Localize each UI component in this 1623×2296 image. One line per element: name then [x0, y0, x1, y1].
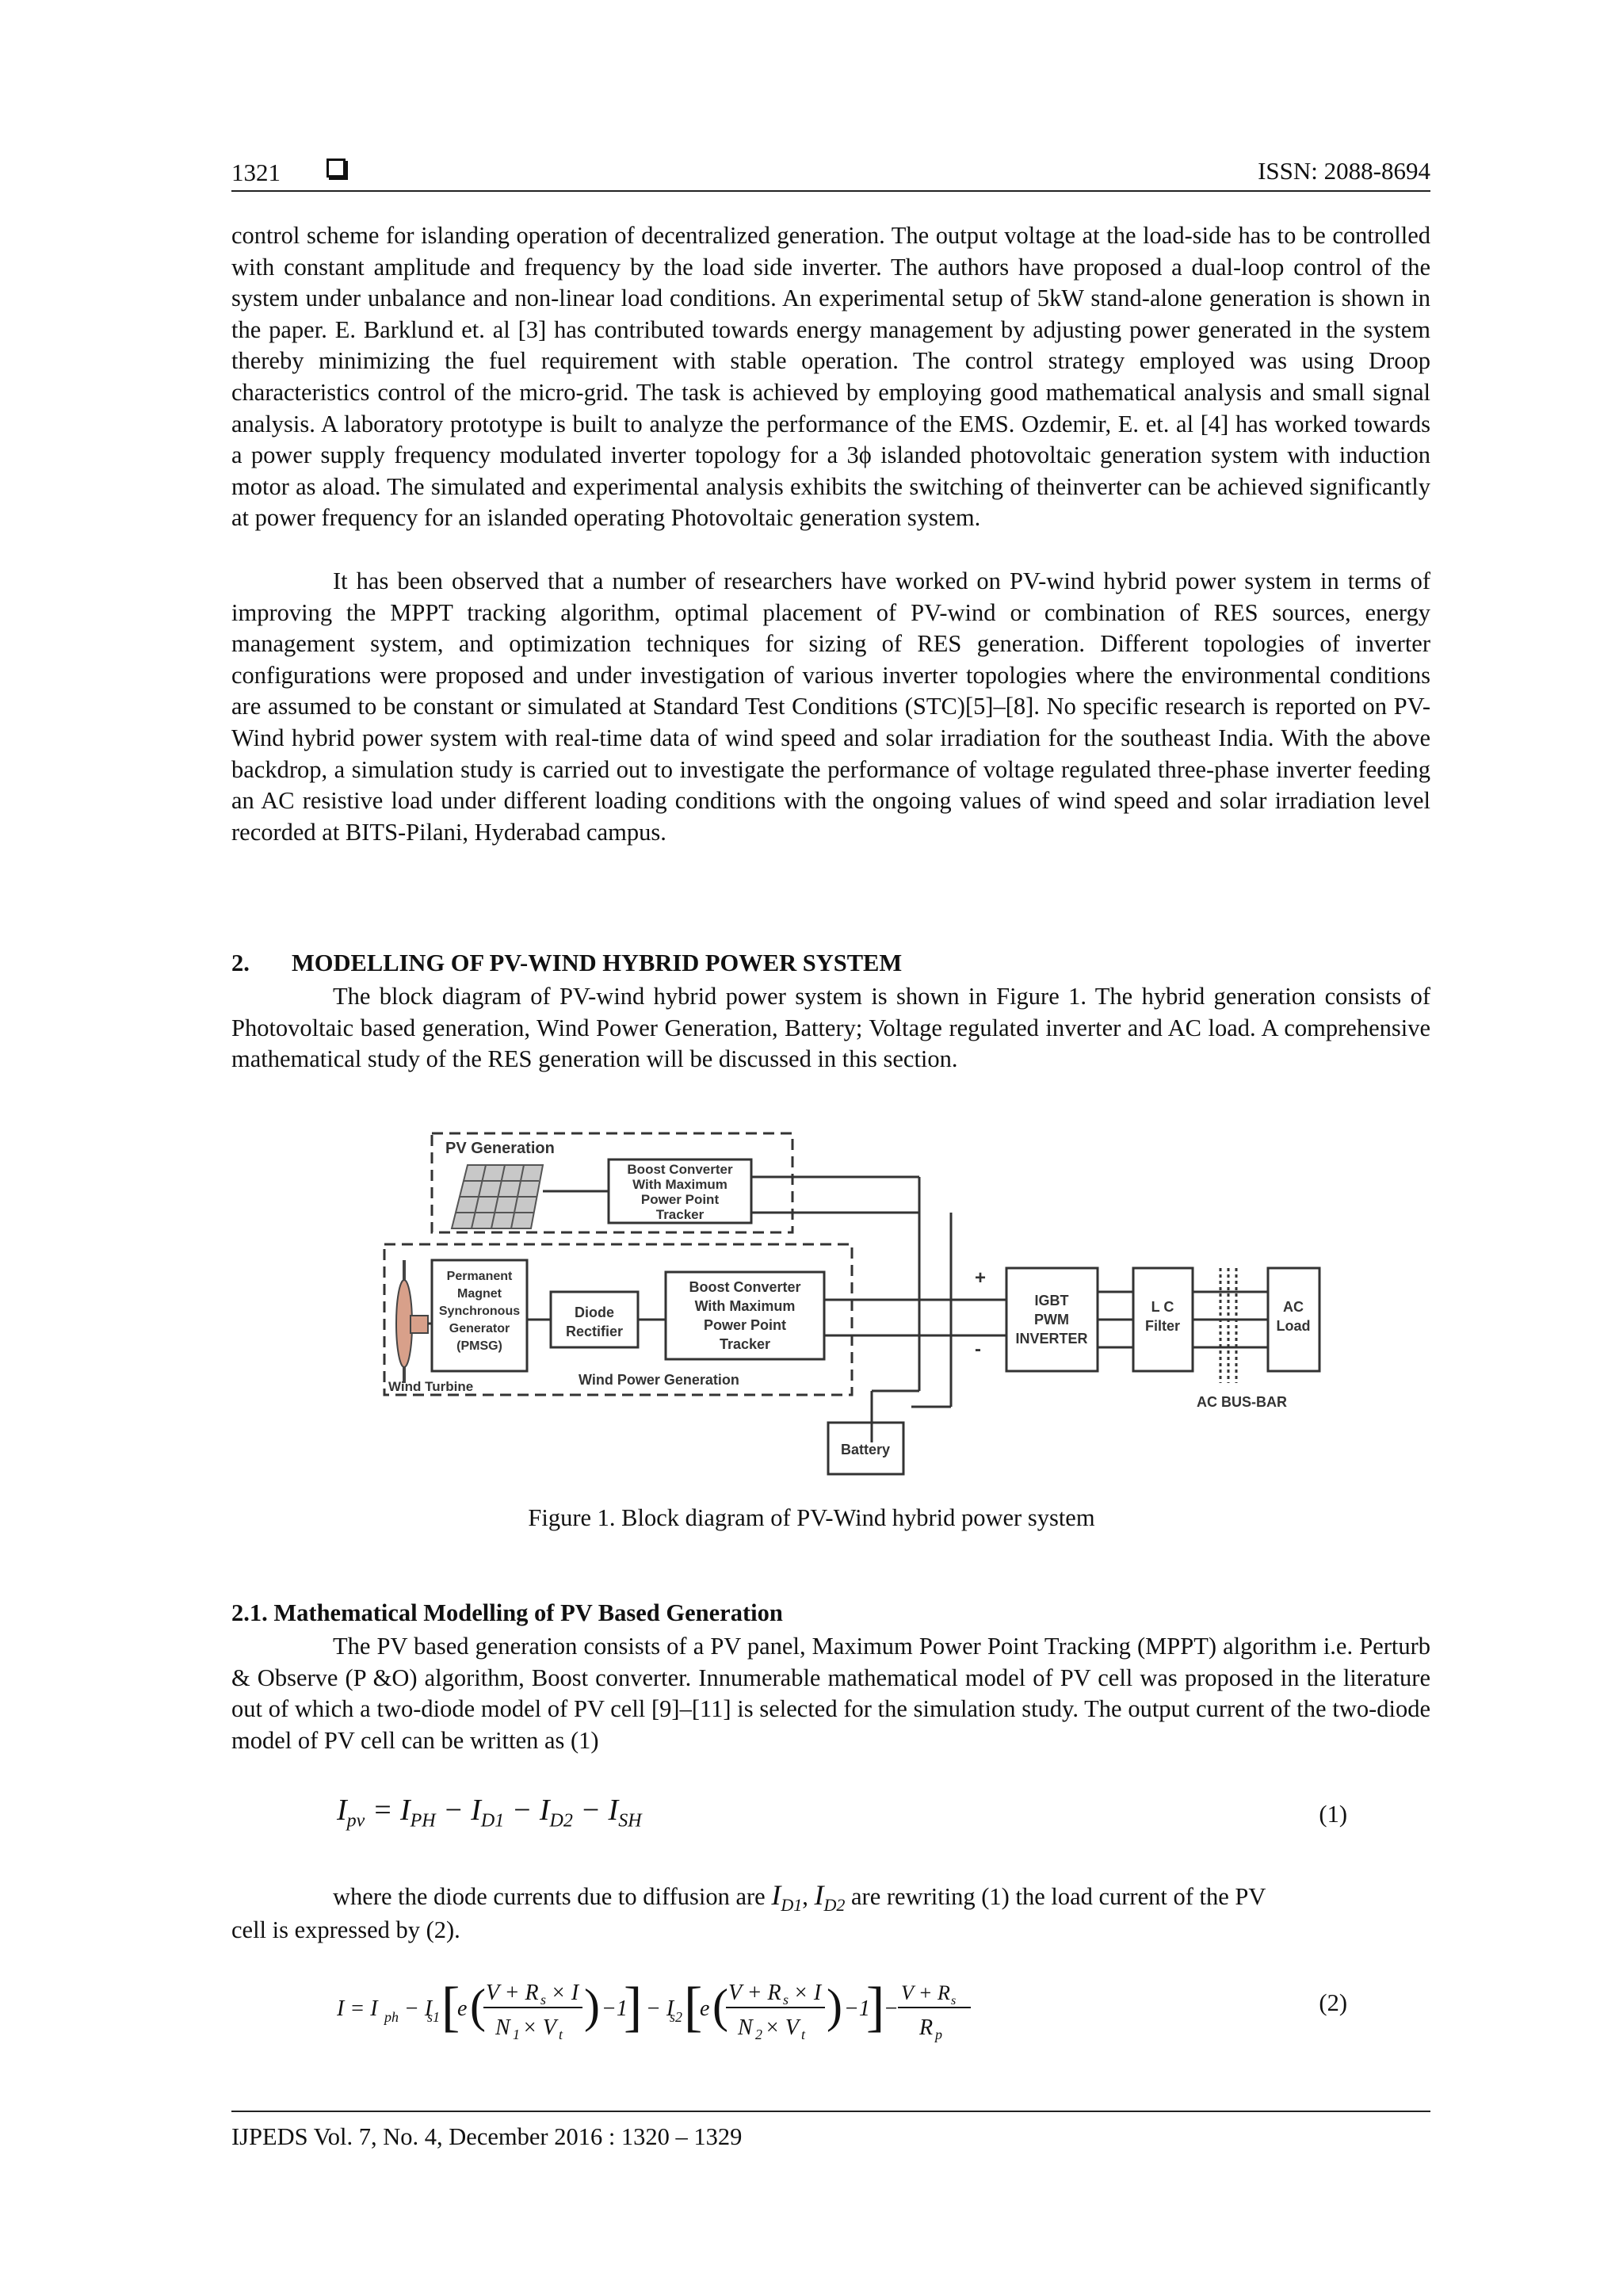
- subsection-heading: [231, 1599, 783, 1627]
- svg-text:]: ]: [624, 1977, 643, 2038]
- svg-text:IGBT: IGBT: [1034, 1293, 1069, 1308]
- svg-text:Rectifier: Rectifier: [565, 1324, 624, 1339]
- page-footer: IJPEDS Vol. 7, No. 4, December 2016 : 1320 – 1329: [231, 2111, 1430, 2151]
- svg-text:I = I: I = I: [337, 1996, 378, 2021]
- minus-sign: -: [975, 1339, 981, 1360]
- block-diagram: [372, 1129, 1323, 1478]
- svg-text:Diode: Diode: [574, 1305, 615, 1320]
- equation-1-number: (1): [1319, 1801, 1347, 1828]
- svg-text:−1: −1: [601, 1996, 628, 2021]
- svg-text:(: (: [712, 1980, 728, 2032]
- svg-text:s: s: [951, 1994, 957, 2008]
- svg-text:Tracker: Tracker: [655, 1207, 705, 1222]
- symbol-id1: $I_{D1}$: [771, 1879, 803, 1916]
- svg-text:): ): [584, 1980, 600, 2032]
- paragraph-2: It has been observed that a number of researchers have worked on PV-wind hybrid power system in terms of improving the MPPT tracking algorithm, optimal placement of PV-wind or combination of RES sources, energy management system, and optimization techniques for sizing of RES generation. Different topologies of inverter configurations were proposed and under investigation of various inverter topologies where the environmental conditions are assumed to be constant or simulated at Standard Test Conditions (STC)[5]–[8]. No specific research is reported on PV-Wind hybrid power system with real-time data of wind speed and solar irradiation for the southeast India. With the above backdrop, a simulation study is carried out to investigate the performance of voltage regulated three-phase inverter feeding an AC resistive load under different loading conditions with the ongoing values of wind speed and solar irradiation level recorded at BITS-Pilani, Hyderabad campus.: [231, 567, 1430, 846]
- subsection-title: Mathematical Modelling of PV Based Generation: [273, 1599, 783, 1626]
- svg-text:e: e: [700, 1996, 710, 2021]
- svg-text:t: t: [559, 2027, 563, 2042]
- svg-text:× V: × V: [522, 2015, 556, 2040]
- svg-text:INVERTER: INVERTER: [1015, 1331, 1088, 1347]
- section-title: MODELLING OF PV-WIND HYBRID POWER SYSTEM: [292, 949, 903, 976]
- svg-text:N: N: [495, 2015, 510, 2040]
- svg-text:L C: L C: [1151, 1299, 1174, 1315]
- ac-busbar-label: AC BUS-BAR: [1197, 1394, 1287, 1410]
- wind-turbine-label: Wind Turbine: [388, 1379, 474, 1394]
- svg-text:Permanent: Permanent: [446, 1270, 513, 1283]
- symbol-id2: $I_{D2}$: [814, 1879, 846, 1916]
- svg-text:V + R: V + R: [728, 1981, 781, 2005]
- figure-caption: Figure 1. Block diagram of PV-Wind hybrid power system: [528, 1504, 1095, 1531]
- svg-text:2: 2: [755, 2027, 762, 2042]
- svg-text:[: [: [441, 1977, 460, 2038]
- svg-text:]: ]: [866, 1977, 885, 2038]
- svg-text:× I: × I: [551, 1981, 579, 2005]
- svg-text:R: R: [919, 2015, 934, 2040]
- svg-text:−: −: [884, 1996, 899, 2021]
- svg-text:Tracker: Tracker: [719, 1336, 771, 1352]
- svg-text:Magnet: Magnet: [457, 1287, 502, 1301]
- svg-text:Power Point: Power Point: [703, 1317, 787, 1333]
- svg-text:Load: Load: [1276, 1318, 1311, 1334]
- svg-text:With Maximum: With Maximum: [694, 1298, 796, 1314]
- svg-text:With Maximum: With Maximum: [632, 1177, 727, 1192]
- wind-power-label: Wind Power Generation: [579, 1372, 739, 1388]
- svg-text:Boost Converter: Boost Converter: [627, 1162, 733, 1177]
- svg-text:N: N: [738, 2015, 753, 2040]
- svg-text:× I: × I: [793, 1981, 822, 2005]
- svg-text:V + R: V + R: [901, 1981, 950, 2004]
- paragraph-5-continued: cell is expressed by (2).: [231, 1916, 460, 1943]
- svg-text:Synchronous: Synchronous: [438, 1305, 521, 1318]
- svg-text:−1: −1: [844, 1996, 870, 2021]
- plus-sign: +: [975, 1267, 987, 1289]
- svg-text:t: t: [801, 2027, 806, 2042]
- solar-panel-icon: [452, 1165, 543, 1228]
- svg-text:− I: − I: [646, 1996, 674, 2021]
- svg-text:V + R: V + R: [486, 1981, 539, 2005]
- svg-text:Power Point: Power Point: [640, 1192, 720, 1207]
- svg-text:e: e: [457, 1996, 468, 2021]
- paragraph-5: where the diode currents due to diffusion are $I_{D1}$, $I_{D2}$ are rewriting (1) the load current of the PV: [333, 1879, 1266, 1916]
- page-header: [231, 155, 1430, 192]
- paragraph-3: The block diagram of PV-wind hybrid power system is shown in Figure 1. The hybrid generation consists of Photovoltaic based generation, Wind Power Generation, Battery; Voltage regulated inverter and AC load. A comprehensive mathematical study of the RES generation will be discussed in this section.: [231, 983, 1430, 1073]
- issn: ISSN: 2088-8694: [1258, 157, 1430, 185]
- svg-text:s: s: [783, 1992, 789, 2008]
- equation-2: [337, 1969, 971, 2057]
- battery-label: Battery: [840, 1442, 891, 1457]
- section-heading: [231, 949, 902, 977]
- wind-turbine-icon: [396, 1260, 428, 1383]
- paragraph-4: The PV based generation consists of a PV panel, Maximum Power Point Tracking (MPPT) algorithm i.e. Perturb & Observe (P &O) algorithm, Boost converter. Innumerable mathematical model of PV cell was proposed in the literature out of which a two-diode model of PV cell [9]–[11] is selected for the simulation study. The output current of the two-diode model of PV cell can be written as (1): [231, 1633, 1430, 1754]
- pv-generation-label: PV Generation: [445, 1140, 555, 1157]
- svg-text:p: p: [935, 2027, 942, 2042]
- paragraph-1: control scheme for islanding operation of decentralized generation. The output voltage at the load-side has to be controlled with constant amplitude and frequency by the load side inverter. The authors have proposed a dual-loop control of the system under unbalance and non-linear load conditions. An experimental setup of 5kW stand-alone generation is shown in the paper. E. Barklund et. al [3] has contributed towards energy management by adjusting power generated in the system thereby minimizing the fuel requirement with stable operation. The control strategy employed was using Droop characteristics control of the micro-grid. The task is achieved by employing good mathematical analysis and small signal analysis. A laboratory prototype is built to analyze the performance of the EMS. Ozdemir, E. et. al [4] has worked towards a power supply frequency modulated inverter topology for a 3ϕ islanded photovoltaic generation system with induction motor as aload. The simulated and experimental analysis exhibits the switching of theinverter can be achieved significantly at power frequency for an islanded operating Photovoltaic generation system.: [231, 222, 1430, 532]
- svg-text:Boost Converter: Boost Converter: [689, 1279, 801, 1295]
- subsection-number: 2.1.: [231, 1599, 268, 1626]
- svg-text:PWM: PWM: [1034, 1312, 1069, 1328]
- block-diagram-figure: [372, 1129, 1323, 1478]
- svg-text:): ): [827, 1980, 842, 2032]
- svg-text:(PMSG): (PMSG): [456, 1339, 502, 1353]
- svg-text:− I: − I: [404, 1996, 433, 2021]
- svg-text:s: s: [540, 1992, 547, 2008]
- equation-2-number: (2): [1319, 1989, 1347, 2016]
- svg-text:× V: × V: [765, 2015, 799, 2040]
- square-bullet-icon: [327, 159, 346, 178]
- svg-text:s1: s1: [427, 2009, 441, 2025]
- svg-text:ph: ph: [384, 2009, 399, 2025]
- svg-text:(: (: [470, 1980, 486, 2032]
- svg-text:Generator: Generator: [449, 1322, 510, 1335]
- svg-text:AC: AC: [1283, 1299, 1304, 1315]
- page-number: 1321: [231, 159, 281, 186]
- svg-text:[: [: [684, 1977, 703, 2038]
- section-number: 2.: [231, 949, 250, 976]
- equation-1: $I_{pv} = I_{PH} - I_{D1} - I_{D2} - I_{SH}$: [337, 1794, 642, 1832]
- svg-text:s2: s2: [670, 2009, 683, 2025]
- svg-text:1: 1: [513, 2027, 520, 2042]
- svg-text:Filter: Filter: [1144, 1318, 1181, 1334]
